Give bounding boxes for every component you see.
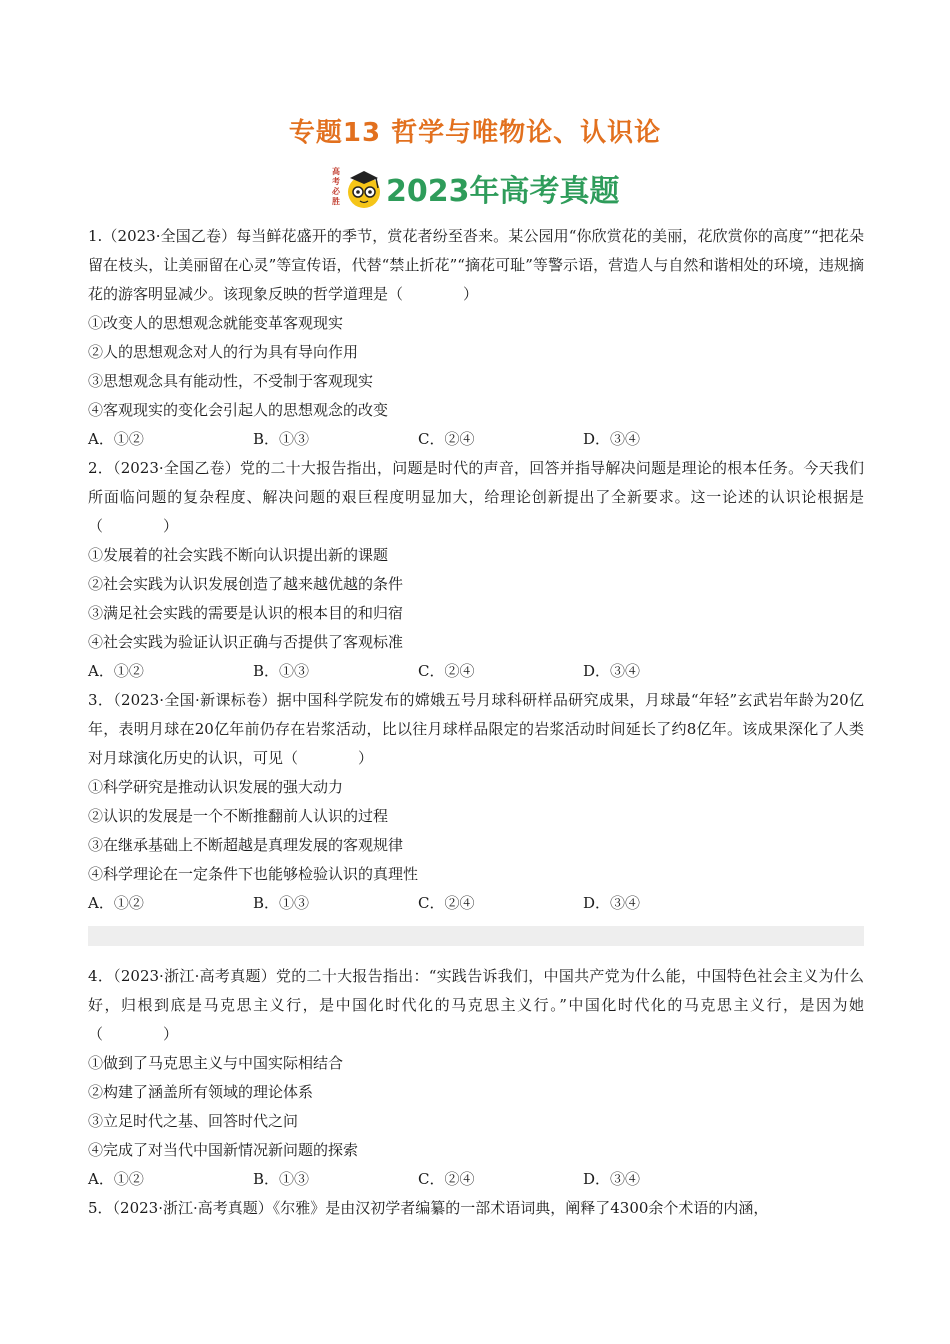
question-4 (88, 962, 864, 1194)
choice-a: A．①② (88, 894, 144, 912)
option-item: ④科学理论在一定条件下也能够检验认识的真理性 (88, 865, 419, 883)
page-title: 专题13 哲学与唯物论、认识论 (288, 118, 662, 148)
question-5 (88, 1194, 864, 1223)
choice-d: D．③④ (583, 662, 641, 680)
option-item: ②认识的发展是一个不断推翻前人认识的过程 (88, 807, 389, 825)
option-item: ③满足社会实践的需要是认识的根本目的和归宿 (88, 604, 404, 622)
answer-choices (88, 1165, 864, 1194)
section-divider (88, 926, 864, 946)
exam-badge (330, 164, 630, 214)
choice-d: D．③④ (583, 1170, 641, 1188)
choice-d: D．③④ (583, 894, 641, 912)
badge-title: 2023年高考真题 (386, 174, 620, 209)
choice-c: C．②④ (418, 894, 475, 912)
choice-b: B．①③ (253, 662, 310, 680)
choice-c: C．②④ (418, 662, 475, 680)
question-stem: 2．（2023·全国乙卷）党的二十大报告指出，问题是时代的声音，回答并指导解决问题是理论的根本任务。今天我们所面临问题的复杂程度、解决问题的艰巨程度明显加大，给理论创新提出了全新要求。这一论述的认识论根据是（ ） (88, 459, 864, 535)
option-item: ②人的思想观念对人的行为具有导向作用 (88, 343, 359, 361)
option-item: ③思想观念具有能动性，不受制于客观现实 (88, 372, 374, 390)
option-item: ①发展着的社会实践不断向认识提出新的课题 (88, 546, 389, 564)
answer-choices (88, 657, 864, 686)
choice-a: A．①② (88, 1170, 144, 1188)
question-list (88, 222, 864, 1223)
choice-a: A．①② (88, 430, 144, 448)
option-item: ①改变人的思想观念就能变革客观现实 (88, 314, 344, 332)
option-item: ③立足时代之基、回答时代之问 (88, 1112, 299, 1130)
question-stem: 3．（2023·全国·新课标卷）据中国科学院发布的嫦娥五号月球科研样品研究成果，月球最“年轻”玄武岩年龄为20亿年，表明月球在20亿年前仍存在岩浆活动，比以往月球样品限定的岩浆活动时间延长了约8亿年。该成果深化了人类对月球演化历史的认识，可见（ ） (88, 691, 864, 767)
choice-b: B．①③ (253, 894, 310, 912)
option-item: ③在继承基础上不断超越是真理发展的客观规律 (88, 836, 404, 854)
choice-b: B．①③ (253, 1170, 310, 1188)
question-stem: 5．（2023·浙江·高考真题）《尔雅》是由汉初学者编纂的一部术语词典，阐释了4300余个术语的内涵， (88, 1199, 769, 1217)
question-3 (88, 686, 864, 918)
question-2 (88, 454, 864, 686)
option-item: ④客观现实的变化会引起人的思想观念的改变 (88, 401, 389, 419)
answer-choices (88, 425, 864, 454)
option-item: ④社会实践为验证认识正确与否提供了客观标准 (88, 633, 404, 651)
choice-c: C．②④ (418, 1170, 475, 1188)
choice-c: C．②④ (418, 430, 475, 448)
option-item: ①做到了马克思主义与中国实际相结合 (88, 1054, 344, 1072)
question-1 (88, 222, 864, 454)
option-item: ②构建了涵盖所有领域的理论体系 (88, 1083, 314, 1101)
question-stem: 1.（2023·全国乙卷）每当鲜花盛开的季节，赏花者纷至沓来。某公园用“你欣赏花的美丽，花欣赏你的高度”“把花朵留在枝头，让美丽留在心灵”等宣传语，代替“禁止折花”“摘花可耻”等警示语，营造人与自然和谐相处的环境，违规摘花的游客明显减少。该现象反映的哲学道理是（ ） (88, 227, 864, 303)
option-item: ①科学研究是推动认识发展的强大动力 (88, 778, 344, 796)
choice-d: D．③④ (583, 430, 641, 448)
choice-a: A．①② (88, 662, 144, 680)
badge-icon-label: 高考必胜 (332, 166, 340, 206)
option-item: ④完成了对当代中国新情况新问题的探索 (88, 1141, 359, 1159)
question-stem: 4．（2023·浙江·高考真题）党的二十大报告指出：“实践告诉我们，中国共产党为什么能，中国特色社会主义为什么好，归根到底是马克思主义行，是中国化时代化的马克思主义行。”中国化时代化的马克思主义行，是因为她（ ） (88, 967, 864, 1043)
choice-b: B．①③ (253, 430, 310, 448)
answer-choices (88, 889, 864, 918)
option-item: ②社会实践为认识发展创造了越来越优越的条件 (88, 575, 404, 593)
